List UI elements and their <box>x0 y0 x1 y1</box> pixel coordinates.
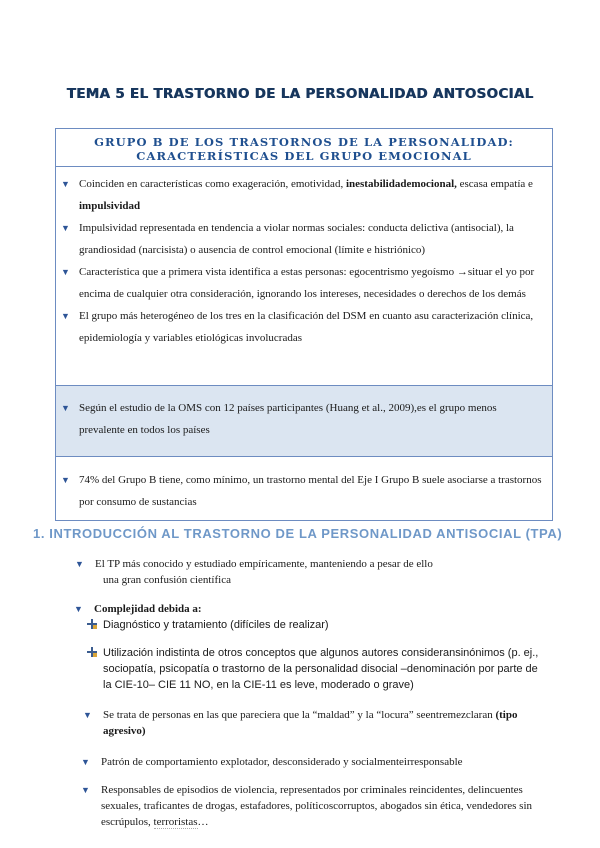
intro-item-evil-madness: ▼ Se trata de personas en las que pareciera que la “maldad” y la “locura” seentremezclaran (tipo agresivo) <box>83 709 518 737</box>
group-b-summary-box <box>55 128 553 521</box>
list-item: ▼ Característica que a primera vista identifica a estas personas: egocentrismo yegoísmo →situar el yo por encima de cualquier otra consideración, ignorando los intereses, necesidades o derechos de los demás <box>56 261 544 305</box>
box-section-characteristics <box>56 167 552 386</box>
triangle-bullet-icon: ▼ <box>83 710 92 720</box>
plus-bullet-icon <box>87 619 97 629</box>
list-item: ▼ Coinciden en características como exageración, emotividad, inestabilidademocional, escasa empatía e impulsividad <box>56 173 544 217</box>
triangle-bullet-icon: ▼ <box>75 559 84 569</box>
right-arrow-icon: → <box>456 266 468 278</box>
intro-item-behavior-pattern: ▼ Patrón de comportamiento explotador, desconsiderado y socialmenteirresponsable <box>81 756 463 768</box>
triangle-bullet-icon: ▼ <box>61 267 70 277</box>
triangle-bullet-icon: ▼ <box>81 785 90 795</box>
plus-bullet-icon <box>87 647 97 657</box>
box-header <box>56 129 552 167</box>
intro-item-most-known: ▼ El TP más conocido y estudiado empíricamente, manteniendo a pesar de ello una gran confusión científica <box>75 558 433 586</box>
box-section-comorbidity <box>56 457 552 520</box>
list-item: ▼ Impulsividad representada en tendencia a violar normas sociales: conducta delictiva (antisocial), la grandiosidad (narcisista) o ausencia de control emocional (límite e histriónico) <box>56 217 544 261</box>
triangle-bullet-icon: ▼ <box>61 179 70 189</box>
list-item: ▼ Según el estudio de la OMS con 12 países participantes (Huang et al., 2009),es el grupo menos prevalente en todos los países <box>56 397 544 441</box>
sub-item-terminology: Utilización indistinta de otros conceptos que algunos autores consideransinónimos (p. ej., sociopatía, psicopatía o trastorno de la personalidad disocial –denominación por parte de la CIE-10– CIE 11 NO, en la CIE-11 es leve, moderado o grave) <box>103 645 543 693</box>
triangle-bullet-icon: ▼ <box>61 403 70 413</box>
box-section-prevalence <box>56 386 552 457</box>
section-heading: 1. INTRODUCCIÓN AL TRASTORNO DE LA PERSONALIDAD ANTISOCIAL (TPA) <box>33 526 563 541</box>
triangle-bullet-icon: ▼ <box>81 757 90 767</box>
triangle-bullet-icon: ▼ <box>61 223 70 233</box>
box-header-line-2: CARACTERÍSTICAS DEL GRUPO EMOCIONAL <box>136 149 472 163</box>
list-item: ▼ El grupo más heterogéneo de los tres en la clasificación del DSM en cuanto asu caracterización clínica, epidemiología y variables etiológicas involucradas <box>56 305 544 349</box>
intro-item-complexity: ▼ Complejidad debida a: <box>74 603 202 615</box>
box-header-line-1: GRUPO B DE LOS TRASTORNOS DE LA PERSONALIDAD: <box>94 135 514 149</box>
triangle-bullet-icon: ▼ <box>74 604 83 614</box>
intro-item-violence: ▼ Responsables de episodios de violencia, representados por criminales reincidentes, delincuentes sexuales, traficantes de drogas, estafadores, políticoscorruptos, abogados sin ética, vendedores sin escrúpulos, terroristas… <box>81 784 533 828</box>
document-title: TEMA 5 EL TRASTORNO DE LA PERSONALIDAD ANTOSOCIAL <box>66 86 534 102</box>
triangle-bullet-icon: ▼ <box>61 311 70 321</box>
list-item: ▼ 74% del Grupo B tiene, como mínimo, un trastorno mental del Eje I Grupo B suele asociarse a trastornos por consumo de sustancias <box>56 469 544 513</box>
triangle-bullet-icon: ▼ <box>61 475 70 485</box>
sub-item-diagnosis: Diagnóstico y tratamiento (difíciles de realizar) <box>103 617 533 633</box>
